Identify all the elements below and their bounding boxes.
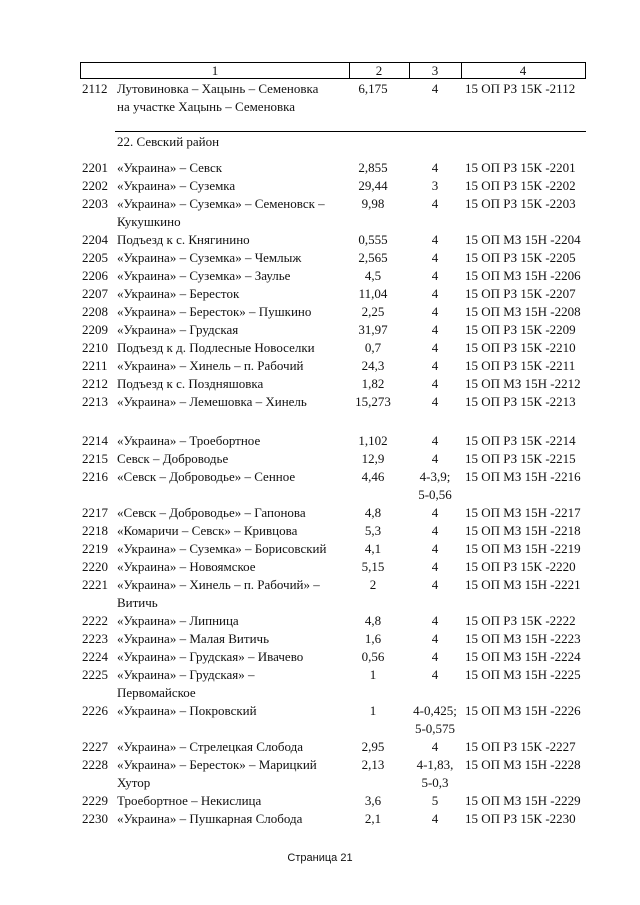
road-length: 1 (369, 703, 377, 718)
road-code: 15 ОП РЗ 15К -2214 (465, 433, 576, 448)
road-code: 15 ОП МЗ 15Н -2208 (465, 304, 581, 319)
road-code: 15 ОП МЗ 15Н -2228 (465, 757, 581, 772)
road-category: 4 (431, 286, 439, 301)
road-number: 2207 (82, 286, 108, 301)
road-length: 0,555 (358, 232, 388, 247)
road-category: 4 (431, 559, 439, 574)
road-code: 15 ОП МЗ 15Н -2225 (465, 667, 581, 682)
header-col-2: 2 (375, 63, 383, 78)
road-length: 15,273 (355, 394, 391, 409)
road-name: «Украина» – Бересток» – Марицкий (117, 757, 317, 772)
road-number: 2212 (82, 376, 108, 391)
road-number: 2205 (82, 250, 108, 265)
road-code: 15 ОП РЗ 15К -2203 (465, 196, 576, 211)
road-name: Подъезд к с. Княгинино (117, 232, 250, 247)
road-number: 2227 (82, 739, 108, 754)
road-length: 1,6 (364, 631, 382, 646)
table-row (0, 177, 640, 195)
road-number: 2217 (82, 505, 108, 520)
road-length: 5,3 (364, 523, 382, 538)
road-code: 15 ОП МЗ 15Н -2229 (465, 793, 581, 808)
road-category: 4 (431, 358, 439, 373)
road-code: 15 ОП РЗ 15К -2211 (465, 358, 576, 373)
road-number: 2208 (82, 304, 108, 319)
road-name: «Украина» – Грудская» – (117, 667, 255, 682)
table-row-continuation (0, 98, 640, 116)
road-category: 4 (431, 376, 439, 391)
table-row-continuation (0, 774, 640, 792)
road-length: 12,9 (361, 451, 385, 466)
road-name-continuation: Кукушкино (117, 214, 181, 229)
road-code: 15 ОП МЗ 15Н -2212 (465, 376, 581, 391)
road-name: «Украина» – Стрелецкая Слобода (117, 739, 304, 754)
road-length: 0,56 (361, 649, 385, 664)
road-code: 15 ОП РЗ 15К -2202 (465, 178, 576, 193)
road-category: 5 (431, 793, 439, 808)
road-category: 4 (431, 160, 439, 175)
road-code: 15 ОП МЗ 15Н -2218 (465, 523, 581, 538)
road-code: 15 ОП МЗ 15Н -2204 (465, 232, 581, 247)
road-length: 2,13 (361, 757, 385, 772)
road-name: «Комаричи – Севск» – Кривцова (117, 523, 298, 538)
table-row (0, 195, 640, 213)
table-row (0, 504, 640, 522)
road-category: 4-1,83, (416, 757, 454, 772)
road-category: 4 (431, 541, 439, 556)
road-name: «Украина» – Троебортное (117, 433, 261, 448)
table-row-continuation (0, 684, 640, 702)
road-category: 4 (431, 811, 439, 826)
road-category: 4 (431, 322, 439, 337)
road-length: 4,46 (361, 469, 385, 484)
road-number: 2203 (82, 196, 108, 211)
road-name: «Украина» – Бересток (117, 286, 240, 301)
road-name: «Севск – Доброводье» – Гапонова (117, 505, 306, 520)
table-row (0, 792, 640, 810)
road-code: 15 ОП РЗ 15К -2207 (465, 286, 576, 301)
table-row (0, 468, 640, 486)
road-number: 2223 (82, 631, 108, 646)
road-number: 2220 (82, 559, 108, 574)
road-category: 4-0,425; (413, 703, 457, 718)
table-row (0, 522, 640, 540)
road-category: 4 (431, 433, 439, 448)
road-category: 4 (431, 667, 439, 682)
road-name: «Украина» – Суземка» – Заулье (117, 268, 291, 283)
road-length: 29,44 (358, 178, 388, 193)
road-name: Подъезд к с. Поздняшовка (117, 376, 264, 391)
table-row (0, 357, 640, 375)
table-row (0, 648, 640, 666)
road-code: 15 ОП МЗ 15Н -2206 (465, 268, 581, 283)
road-number: 2112 (82, 81, 108, 96)
table-row (0, 375, 640, 393)
table-row (0, 303, 640, 321)
road-length: 2,855 (358, 160, 388, 175)
road-number: 2213 (82, 394, 108, 409)
table-row (0, 321, 640, 339)
road-length: 3,6 (364, 793, 382, 808)
road-length: 1 (369, 667, 377, 682)
road-name-continuation: Витичь (117, 595, 158, 610)
table-row (0, 285, 640, 303)
road-number: 2226 (82, 703, 108, 718)
road-length: 2,565 (358, 250, 388, 265)
road-name: Лутовиновка – Хацынь – Семеновка (117, 81, 319, 96)
road-number: 2206 (82, 268, 108, 283)
road-code: 15 ОП РЗ 15К -2209 (465, 322, 576, 337)
table-row (0, 630, 640, 648)
table-row (0, 267, 640, 285)
table-row (0, 159, 640, 177)
road-length: 2,25 (361, 304, 385, 319)
road-code: 15 ОП РЗ 15К -2215 (465, 451, 576, 466)
road-number: 2202 (82, 178, 108, 193)
road-length: 4,5 (364, 268, 382, 283)
road-category: 3 (431, 178, 439, 193)
road-length: 1,102 (358, 433, 388, 448)
road-category: 4 (431, 250, 439, 265)
table-row (0, 540, 640, 558)
road-code: 15 ОП РЗ 15К -2210 (465, 340, 576, 355)
header-col-3: 3 (431, 63, 439, 78)
road-name-continuation: на участке Хацынь – Семеновка (117, 99, 296, 114)
road-length: 9,98 (361, 196, 385, 211)
table-row (0, 393, 640, 411)
section-title: 22. Севский район (117, 134, 220, 149)
table-row (0, 339, 640, 357)
road-number: 2229 (82, 793, 108, 808)
road-number: 2219 (82, 541, 108, 556)
page-footer: Страница 21 (287, 852, 353, 864)
road-name: Подъезд к д. Подлесные Новоселки (117, 340, 315, 355)
road-category: 4 (431, 451, 439, 466)
header-col-1: 1 (211, 63, 219, 78)
road-name: «Украина» – Суземка (117, 178, 236, 193)
road-name: «Украина» – Бересток» – Пушкино (117, 304, 312, 319)
road-category: 4 (431, 232, 439, 247)
road-number: 2218 (82, 523, 108, 538)
road-number: 2216 (82, 469, 108, 484)
road-category: 4 (431, 340, 439, 355)
road-code: 15 ОП РЗ 15К -2227 (465, 739, 576, 754)
table-row (0, 80, 640, 98)
table-row (0, 576, 640, 594)
road-category: 4 (431, 394, 439, 409)
road-name: «Украина» – Суземка» – Семеновск – (117, 196, 325, 211)
road-name: «Украина» – Лемешовка – Хинель (117, 394, 307, 409)
road-code: 15 ОП РЗ 15К -2222 (465, 613, 576, 628)
road-category: 4 (431, 523, 439, 538)
road-category-continuation: 5-0,56 (418, 487, 452, 502)
road-code: 15 ОП РЗ 15К -2205 (465, 250, 576, 265)
road-code: 15 ОП РЗ 15К -2230 (465, 811, 576, 826)
road-length: 31,97 (358, 322, 388, 337)
road-length: 1,82 (361, 376, 385, 391)
road-category-continuation: 5-0,3 (421, 775, 449, 790)
road-name: «Украина» – Липница (117, 613, 239, 628)
road-code: 15 ОП РЗ 15К -2112 (465, 81, 576, 96)
road-category: 4 (431, 739, 439, 754)
road-code: 15 ОП МЗ 15Н -2226 (465, 703, 581, 718)
road-name: «Украина» – Пушкарная Слобода (117, 811, 303, 826)
road-length: 2,1 (364, 811, 382, 826)
table-row (0, 558, 640, 576)
road-category: 4 (431, 196, 439, 211)
header-col-4: 4 (519, 63, 527, 78)
road-name: Севск – Доброводье (117, 451, 229, 466)
road-name: «Украина» – Суземка» – Борисовский (117, 541, 327, 556)
road-number: 2225 (82, 667, 108, 682)
table-row-continuation (0, 594, 640, 612)
road-number: 2209 (82, 322, 108, 337)
road-length: 4,8 (364, 613, 382, 628)
road-length: 2 (369, 577, 377, 592)
road-length: 24,3 (361, 358, 385, 373)
road-length: 5,15 (361, 559, 385, 574)
road-category: 4-3,9; (419, 469, 451, 484)
road-category: 4 (431, 268, 439, 283)
road-name: «Севск – Доброводье» – Сенное (117, 469, 296, 484)
road-code: 15 ОП МЗ 15Н -2223 (465, 631, 581, 646)
road-number: 2224 (82, 649, 108, 664)
road-category: 4 (431, 613, 439, 628)
road-length: 4,8 (364, 505, 382, 520)
table-row (0, 756, 640, 774)
road-number: 2215 (82, 451, 108, 466)
section-divider (115, 131, 586, 132)
road-category: 4 (431, 304, 439, 319)
road-category: 4 (431, 631, 439, 646)
road-number: 2210 (82, 340, 108, 355)
road-code: 15 ОП МЗ 15Н -2224 (465, 649, 581, 664)
road-category: 4 (431, 505, 439, 520)
road-code: 15 ОП МЗ 15Н -2219 (465, 541, 581, 556)
road-category: 4 (431, 577, 439, 592)
road-name-continuation: Хутор (117, 775, 151, 790)
road-length: 6,175 (358, 81, 388, 96)
table-row (0, 249, 640, 267)
road-category: 4 (431, 81, 439, 96)
road-code: 15 ОП РЗ 15К -2201 (465, 160, 576, 175)
road-length: 4,1 (364, 541, 382, 556)
road-category-continuation: 5-0,575 (414, 721, 456, 736)
road-number: 2228 (82, 757, 108, 772)
road-number: 2204 (82, 232, 108, 247)
road-name: «Украина» – Покровский (117, 703, 257, 718)
road-name: «Украина» – Новоямское (117, 559, 256, 574)
road-length: 0,7 (364, 340, 382, 355)
road-number: 2230 (82, 811, 108, 826)
table-row (0, 666, 640, 684)
road-name: «Украина» – Севск (117, 160, 223, 175)
road-number: 2201 (82, 160, 108, 175)
table-row (0, 432, 640, 450)
table-row (0, 738, 640, 756)
table-row (0, 810, 640, 828)
table-row-continuation (0, 720, 640, 738)
road-name: «Украина» – Малая Витичь (117, 631, 269, 646)
road-name: «Украина» – Грудская (117, 322, 239, 337)
road-code: 15 ОП МЗ 15Н -2217 (465, 505, 581, 520)
road-name-continuation: Первомайское (117, 685, 196, 700)
road-name: «Украина» – Грудская» – Ивачево (117, 649, 304, 664)
road-category: 4 (431, 649, 439, 664)
road-name: «Украина» – Хинель – п. Рабочий (117, 358, 304, 373)
road-name: Троебортное – Некислица (117, 793, 262, 808)
road-code: 15 ОП МЗ 15Н -2221 (465, 577, 581, 592)
road-length: 2,95 (361, 739, 385, 754)
road-name: «Украина» – Суземка» – Чемлыж (117, 250, 302, 265)
table-header (80, 62, 586, 79)
road-length: 11,04 (358, 286, 388, 301)
road-number: 2211 (82, 358, 108, 373)
road-name: «Украина» – Хинель – п. Рабочий» – (117, 577, 320, 592)
road-code: 15 ОП РЗ 15К -2213 (465, 394, 576, 409)
road-number: 2214 (82, 433, 108, 448)
road-number: 2221 (82, 577, 108, 592)
table-row (0, 231, 640, 249)
table-row-continuation (0, 486, 640, 504)
table-row-continuation (0, 213, 640, 231)
table-row (0, 450, 640, 468)
road-code: 15 ОП МЗ 15Н -2216 (465, 469, 581, 484)
table-row (0, 612, 640, 630)
road-number: 2222 (82, 613, 108, 628)
road-code: 15 ОП РЗ 15К -2220 (465, 559, 576, 574)
table-row (0, 702, 640, 720)
